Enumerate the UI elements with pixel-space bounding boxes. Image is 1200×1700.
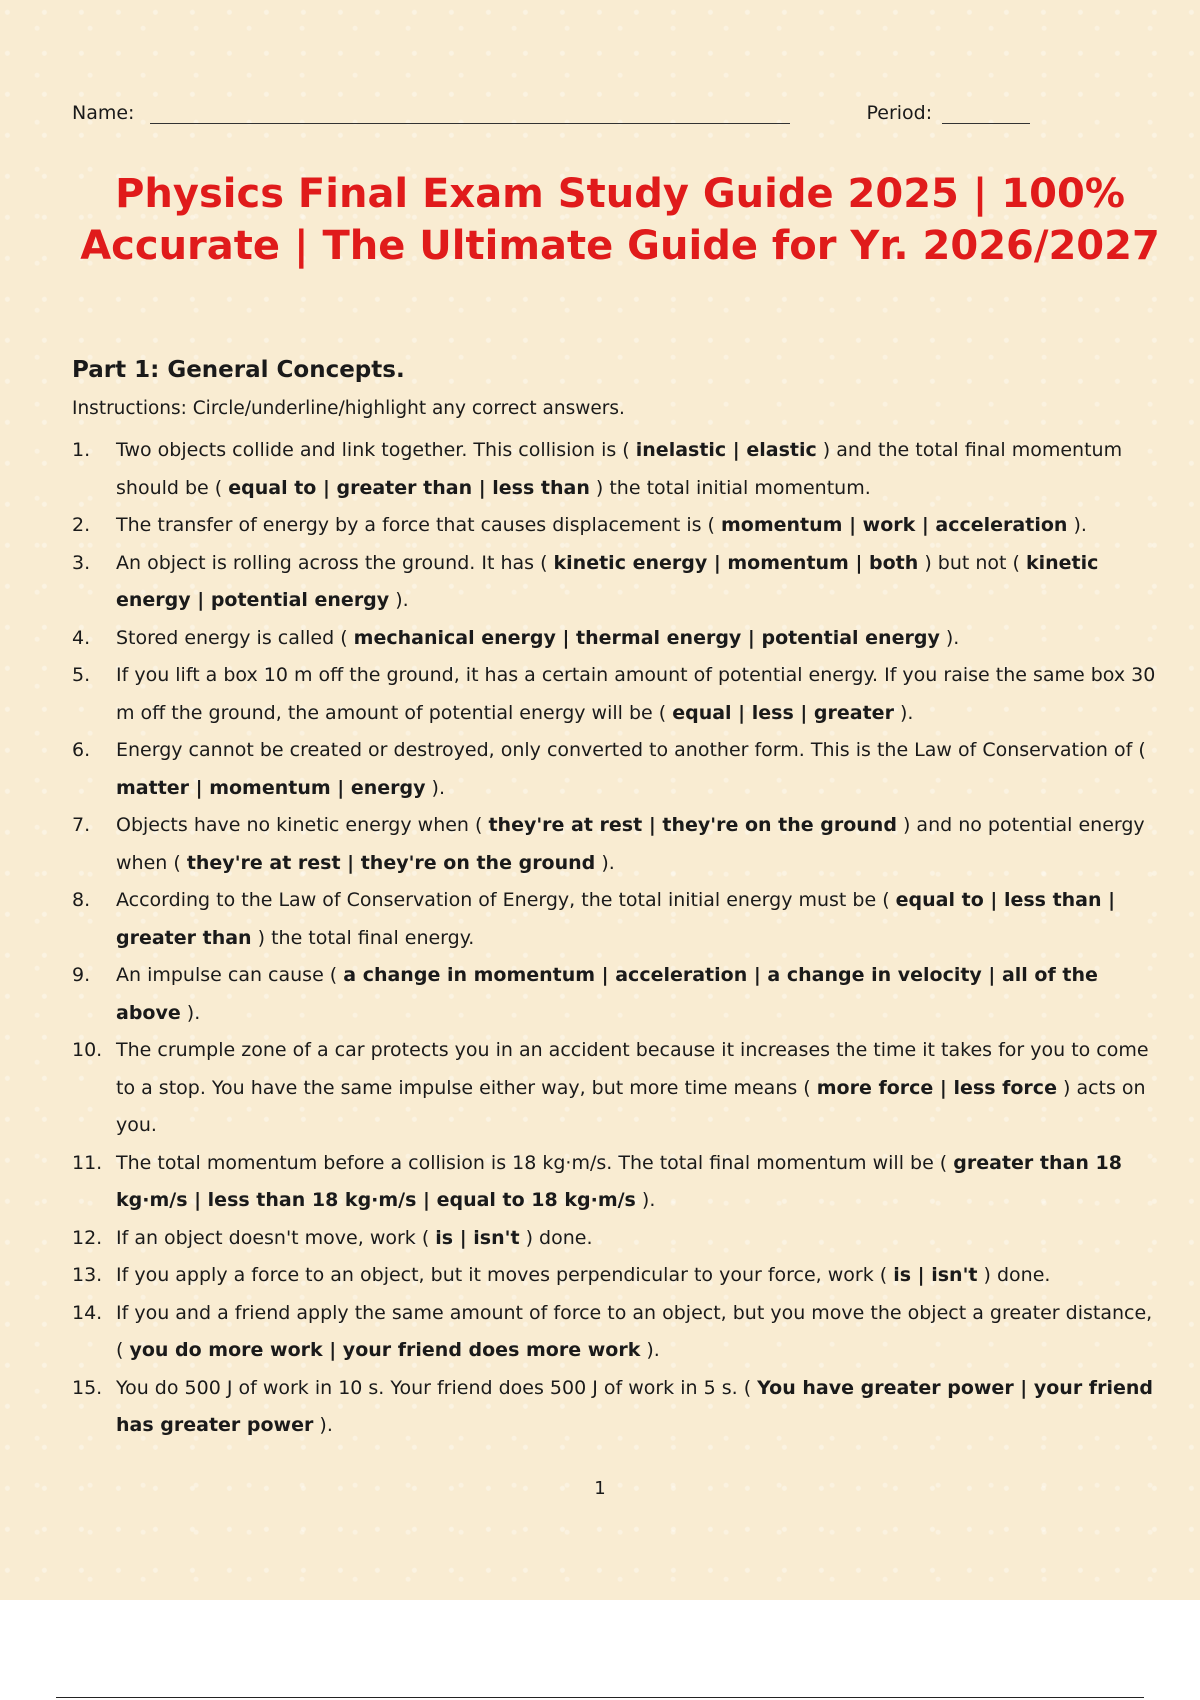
part-heading: Part 1: General Concepts. (72, 357, 405, 383)
question-text: ). (939, 626, 960, 649)
question-number: 2. (72, 514, 91, 536)
question-number: 3. (72, 551, 91, 574)
question-number: 14. (72, 1301, 103, 1324)
question-number: 7. (72, 814, 91, 836)
question-text: ) the total final energy. (251, 926, 475, 949)
instructions-text: Instructions: Circle/underline/highlight any correct answers. (72, 398, 625, 419)
answer-choices[interactable]: they're at rest | they're on the ground (488, 814, 897, 836)
question-item (72, 732, 1162, 807)
page-title: Physics Final Exam Study Guide 2025 | 100% Accurate | The Ultimate Guide for Yr. 2026/2027 (80, 171, 1160, 269)
question-list (72, 432, 1162, 1445)
question-text: ) but not ( (918, 551, 1026, 574)
question-item (72, 507, 1162, 545)
question-text: An object is rolling across the ground. It has ( (116, 551, 554, 574)
question-text: ). (640, 1339, 660, 1361)
question-item (72, 1370, 1162, 1445)
question-item (72, 657, 1162, 732)
question-item (72, 957, 1162, 1032)
question-text: An impulse can cause ( (116, 964, 344, 986)
question-item (72, 1220, 1162, 1258)
question-item (72, 1145, 1162, 1220)
question-number: 9. (72, 964, 91, 986)
question-text: If an object doesn't move, work ( (116, 1226, 436, 1249)
question-text: Stored energy is called ( (116, 626, 354, 649)
question-text: Two objects collide and link together. This collision is ( (116, 439, 636, 461)
answer-choices[interactable]: inelastic | elastic (635, 439, 817, 461)
question-item (72, 545, 1162, 620)
answer-choices[interactable]: greater than 18 kg·m/s | less than 18 kg·m/s | equal to 18 kg·m/s (116, 1151, 1122, 1211)
name-blank-line[interactable] (150, 103, 790, 124)
footer-divider (56, 1697, 1144, 1698)
answer-choices[interactable]: matter | momentum | energy (116, 776, 426, 799)
answer-choices[interactable]: equal | less | greater (672, 701, 894, 724)
question-number: 10. (72, 1039, 103, 1061)
answer-choices[interactable]: a change in momentum | acceleration | a change in velocity | all of the above (116, 964, 1098, 1024)
answer-choices[interactable]: you do more work | your friend does more work (129, 1339, 641, 1361)
question-item (72, 1257, 1162, 1295)
question-number: 1. (72, 439, 91, 461)
question-text: Objects have no kinetic energy when ( (116, 814, 489, 836)
question-number: 4. (72, 626, 91, 649)
question-text: ). (595, 851, 615, 874)
question-text: ). (893, 701, 914, 724)
question-text: ). (425, 776, 446, 799)
question-item (72, 882, 1162, 957)
question-item (72, 807, 1162, 882)
answer-choices[interactable]: is | isn't (893, 1264, 978, 1286)
question-number: 12. (72, 1226, 103, 1249)
question-number: 8. (72, 889, 91, 911)
answer-choices[interactable]: kinetic energy | potential energy (116, 551, 1099, 611)
question-text: ). (313, 1414, 333, 1436)
question-text: ) acts on you. (116, 1076, 1146, 1136)
answer-choices[interactable]: equal to | less than | greater than (116, 889, 1116, 949)
question-text: The transfer of energy by a force that causes displacement is ( (116, 514, 721, 536)
question-text: ) and no potential energy when ( (116, 814, 1145, 874)
question-text: ). (180, 1001, 201, 1024)
question-item (72, 1032, 1162, 1145)
period-blank-line[interactable] (942, 103, 1030, 124)
question-text: ) done. (519, 1226, 593, 1249)
question-text: ) and the total final momentum should be ( (116, 439, 1123, 499)
question-item (72, 1295, 1162, 1370)
answer-choices[interactable]: is | isn't (435, 1226, 520, 1249)
question-text: ) done. (977, 1264, 1051, 1286)
answer-choices[interactable]: kinetic energy | momentum | both (553, 551, 919, 574)
question-text: ). (389, 589, 409, 611)
question-number: 6. (72, 739, 91, 761)
question-text: If you apply a force to an object, but it moves perpendicular to your force, work ( (116, 1264, 894, 1286)
answer-choices[interactable]: more force | less force (816, 1076, 1057, 1099)
question-text: ) the total initial momentum. (589, 476, 871, 499)
question-number: 15. (72, 1376, 103, 1399)
name-period-row (72, 102, 1072, 124)
question-text: The crumple zone of a car protects you in an accident because it increases the time it takes for you to come to a stop. You have the same impulse either way, but more time means ( (116, 1039, 1149, 1099)
question-text: You do 500 J of work in 10 s. Your friend does 500 J of work in 5 s. ( (116, 1376, 758, 1399)
answer-choices[interactable]: equal to | greater than | less than (228, 476, 590, 499)
question-text: If you and a friend apply the same amount of force to an object, but you move the object a greater distance, ( (116, 1301, 1153, 1361)
question-text: If you lift a box 10 m off the ground, it has a certain amount of potential energy. If you raise the same box 30 m off the ground, the amount of potential energy will be ( (116, 664, 1156, 724)
answer-choices[interactable]: mechanical energy | thermal energy | potential energy (353, 626, 940, 649)
question-number: 13. (72, 1264, 103, 1286)
question-number: 5. (72, 664, 91, 686)
question-text: Energy cannot be created or destroyed, only converted to another form. This is the Law of Conservation of ( (116, 739, 1146, 761)
question-item (72, 432, 1162, 507)
question-text: ). (1067, 514, 1087, 536)
question-text: ). (635, 1189, 656, 1211)
question-text: The total momentum before a collision is 18 kg·m/s. The total final momentum will be ( (116, 1151, 954, 1174)
name-label: Name: (72, 102, 135, 124)
period-label: Period: (866, 102, 933, 124)
answer-choices[interactable]: You have greater power | your friend has greater power (116, 1376, 1153, 1436)
question-item (72, 620, 1162, 658)
question-number: 11. (72, 1151, 103, 1174)
answer-choices[interactable]: they're at rest | they're on the ground (186, 851, 596, 874)
page-number: 1 (594, 1478, 606, 1499)
question-text: According to the Law of Conservation of Energy, the total initial energy must be ( (116, 889, 896, 911)
answer-choices[interactable]: momentum | work | acceleration (721, 514, 1068, 536)
